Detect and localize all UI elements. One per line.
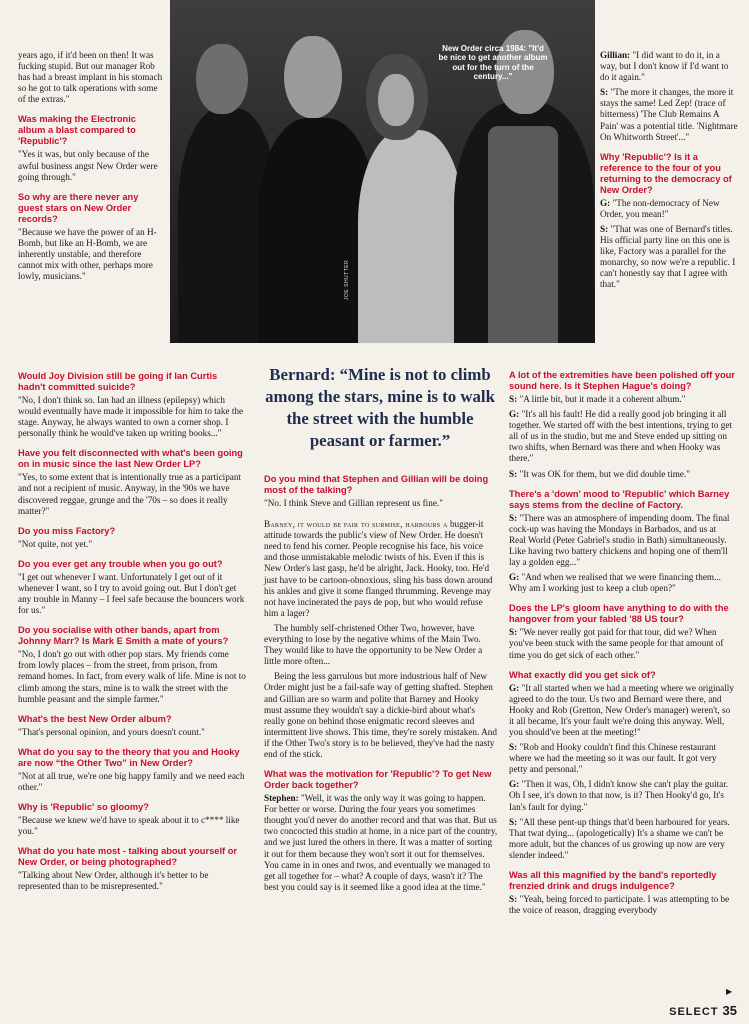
magazine-name: SELECT — [669, 1006, 719, 1018]
column-1-top — [18, 50, 163, 286]
interview-question: What do you say to the theory that you and Hooky are now “the Other Two” in New Order? — [18, 746, 240, 768]
interview-question: Does the LP's gloom have anything to do with the hangover from your fabled '88 US tour? — [509, 603, 729, 625]
interview-answer: "Yes it was, but only because of the awful business angst New Order were going through." — [18, 149, 158, 182]
continue-arrow-icon: ▶ — [726, 987, 733, 996]
interview-answer — [509, 742, 735, 775]
interview-answer: "No, I don't think so. Ian had an illness (epilepsy) which would eventually have made it impossible for him to take the stage. Anyway, he always wanted to own a corner shop. I personally think he would've taken up writing books..." — [18, 395, 244, 439]
interview-answer — [600, 50, 738, 83]
interview-answer — [264, 793, 498, 893]
page-footer — [669, 1003, 737, 1018]
interview-question: What do you hate most - talking about yourself or New Order, or being photographed? — [18, 846, 238, 868]
interview-answer: "No, I don't go out with other pop stars. My friends come from lowly places – from the street, from prison, from remand homes. In fact, from every walk of life. Mine is not to climb among the stars, mine is to walk the street with the humble peasant and the simple farmer." — [18, 649, 246, 704]
speaker-label: G: — [509, 779, 520, 790]
interview-answer — [509, 394, 735, 405]
interview-answer: "No. I think Steve and Gillian represent us fine." — [264, 498, 443, 508]
interview-question: A lot of the extremities have been polished off your sound here. Is it Stephen Hague's doing? — [509, 370, 735, 391]
band-photo — [170, 0, 595, 343]
paragraph-text: bugger-it attitude towards the public's view of New Order. He doesn't need to fend his corner. People recognise his face, his voice and those unmistakable melodic twists of his. Even if this is New Order's last gasp, he'd be alright, Jack. Hooky, too. He'd just have to be cartoon-obnoxious, sling his bass down around his ankles and give it some flanged thrumming. Revenge may not have incinerated the pays de pop, but who would refuse him a lager? — [264, 519, 493, 618]
interview-question: Why 'Republic'? Is it a reference to the four of you returning to the democracy of New Order? — [600, 151, 732, 195]
column-2 — [264, 465, 498, 897]
speaker-label: G: — [509, 409, 520, 420]
answer-text: "And when we realised that we were financing them... Why am I working just to keep a club open?" — [509, 572, 721, 594]
interview-answer: years ago, if it'd been on then! It was fucking stupid. But our manager Rob has had a breast implant in his stomach so he got to talk operations with some of the extras." — [18, 50, 163, 105]
interview-question: Would Joy Division still be going if Ian Curtis hadn't committed suicide? — [18, 371, 218, 392]
body-paragraph — [264, 519, 498, 619]
photo-caption: New Order circa 1984: "It'd be nice to get another album out for the turn of the century..." — [438, 44, 548, 82]
column-3 — [509, 361, 735, 920]
page-number: 35 — [722, 1003, 737, 1018]
interview-question: Was all this magnified by the band's reportedly frenzied drink and drugs indulgence? — [509, 870, 717, 891]
interview-answer: "Not at all true, we're one big happy family and we need each other." — [18, 770, 245, 792]
interview-answer: "Yes, to some extent that is intentionally true as a participant and not a recipient of music. Anyway, in the '90s we have discovered reggae, grunge and the '70s – so does it really matter?" — [18, 472, 242, 516]
speaker-label: G: — [600, 197, 611, 208]
interview-question: Have you felt disconnected with what's been going on in music since the last New Order LP? — [18, 448, 243, 470]
body-paragraph: The humbly self-christened Other Two, however, have everything to lose by the negative whims of the Main Two. They would like to have the opportunity to be New Order a little more often... — [264, 622, 483, 667]
interview-question: So why are there never any guest stars on New Order records? — [18, 191, 139, 224]
interview-answer — [509, 683, 735, 738]
body-paragraph: Being the less garrulous but more industrious half of New Order might just be a fail-safe way of getting shafted. Stephen and Gillian are so warm and polite that Barney and Hooky must assume they wouldn't say a dickie-bird about what's really gone on behind those enigmatic record sleeves and intermittent live shows. This time, they're sorely mistaken. And if the Other Two's story is to be believed, they've had the nasty end of the stick. — [264, 671, 497, 759]
answer-text: "A little bit, but it made it a coherent album." — [517, 394, 686, 404]
column-3-top — [600, 50, 738, 295]
speaker-label: S: — [509, 512, 518, 523]
answer-text: "It all started when we had a meeting where we originally agreed to do the tour. Us two and Bernard were there, and Hooky and Rob (Gretton, New Order's manager) weren't, so it all became, It's your fault we're doing this anyway. Well, you should've been at the meeting!" — [509, 682, 734, 737]
speaker-label: S: — [600, 223, 609, 234]
speaker-label: G: — [509, 572, 520, 583]
speaker-label: Stephen: — [264, 793, 299, 804]
interview-question: Do you mind that Stephen and Gillian will be doing most of the talking? — [264, 474, 489, 495]
answer-text: "It was OK for them, but we did double time." — [517, 468, 691, 479]
interview-answer: "That's personal opinion, and yours doesn't count." — [18, 726, 205, 737]
interview-answer — [509, 627, 735, 660]
interview-answer — [509, 572, 735, 594]
answer-text: "Yeah, being forced to participate. I was attempting to be the voice of reason, dragging everybody — [509, 894, 730, 916]
interview-question: Do you ever get any trouble when you go out? — [18, 558, 223, 569]
interview-answer — [509, 894, 735, 916]
column-1 — [18, 362, 247, 896]
interview-answer — [600, 87, 738, 142]
interview-question: There's a 'down' mood to 'Republic' which Barney says stems from the decline of Factory. — [509, 488, 730, 510]
answer-text: "The non-democracy of New Order, you mean!" — [600, 197, 720, 219]
interview-answer — [600, 224, 738, 291]
interview-answer: "I get out whenever I want. Unfortunately I get out of it whenever I want, so I try to avoid going out. But I don't get any trouble in Manny – I feel safe because the bouncers work for us." — [18, 571, 245, 616]
answer-text: "Then it was, Oh, I didn't know she can't play the guitar. Oh I see, it's down to that now, is it? Then Hooky'd go, It's Ian's fault for dying." — [509, 779, 729, 812]
speaker-label: S: — [509, 742, 518, 753]
interview-answer — [509, 817, 735, 861]
answer-text: "All these pent-up things that'd been harboured for years. That twat dying... (apologetically) It's a shame we can't be more adult, but the chances of us growing up now are very slender indeed." — [509, 816, 730, 860]
speaker-label: S: — [509, 627, 518, 638]
interview-answer: "Because we have the power of an H-Bomb, but like an H-Bomb, we are inherently unstable, and therefore cannot mix with other, perhaps more lowly, musicians." — [18, 226, 157, 282]
interview-answer — [509, 513, 735, 568]
speaker-label: S: — [509, 468, 518, 479]
speaker-label: S: — [600, 87, 609, 98]
interview-question: What's the best New Order album? — [18, 713, 172, 724]
speaker-label: S: — [509, 394, 518, 404]
interview-answer: "Because we knew we'd have to speak about it to c**** like you." — [18, 814, 240, 837]
interview-answer — [600, 198, 738, 220]
speaker-label: S: — [509, 816, 518, 827]
interview-answer — [509, 409, 735, 464]
paragraph-lead: Barney, it would be fair to surmise, harbours a — [264, 519, 448, 530]
interview-question: Do you socialise with other bands, apart from Johnny Marr? Is Mark E Smith a mate of yours? — [18, 625, 229, 647]
interview-question: Do you miss Factory? — [18, 525, 116, 536]
interview-question: What exactly did you get sick of? — [509, 669, 656, 680]
pull-quote: Bernard: “Mine is not to climb among the stars, mine is to walk the street with the humble peasant or farmer.” — [265, 365, 495, 450]
speaker-label: S: — [509, 894, 518, 904]
speaker-label: G: — [509, 682, 520, 693]
interview-answer: "Not quite, not yet." — [18, 538, 93, 549]
speaker-label: Gillian: — [600, 50, 631, 60]
answer-text: "There was an atmosphere of impending doom. The final cock-up was having the Mondays in Barbados, and us at Real World (Peter Gabriel's studio in Bath) simultaneously. Like having two battery chickens and hoping one of them'll lay a golden egg..." — [509, 512, 730, 568]
interview-answer — [509, 469, 735, 480]
interview-question: Was making the Electronic album a blast compared to 'Republic'? — [18, 114, 136, 147]
answer-text: "We never really got paid for that tour, did we? When you've been stuck with the same people for that amount of time you do get sick of each other." — [509, 627, 724, 660]
answer-text: "Rob and Hooky couldn't find this Chinese restaurant where we had the meeting so it was our fault. It got very petty and personal." — [509, 742, 717, 775]
answer-text: "The more it changes, the more it stays the same! Led Zep! (trace of bitterness) 'The Club Remains A Pain' was a potential title. 'Nightmare On Whitworth Street'..." — [600, 87, 738, 142]
interview-answer — [509, 779, 735, 812]
interview-answer: "Talking about New Order, although it's better to be represented than to be misrepresented." — [18, 870, 209, 892]
interview-question: What was the motivation for 'Republic'? To get New Order back together? — [264, 769, 492, 791]
answer-text: "Well, it was the only way it was going to happen. For better or worse. During the four years you sometimes thought you'd never do another record and that was that. But us two concocted this studio at home, in a nice part of the country, and we just lured the others in there. It was a matter of sorting it out for them because they won't sort it out for themselves. You came in in ones and twos, and eventually we managed to get all together for – what? A couple of days, wasn't it? The best you could say is it seemed like a good idea at the time." — [264, 793, 498, 892]
answer-text: "It's all his fault! He did a really good job bringing it all together. We started off with the best intentions, trying to get all of us in the studio, but me and Steve ended up sitting on two shifts, when Bernard was there and when Hooky was there." — [509, 409, 732, 464]
interview-question: Why is 'Republic' so gloomy? — [18, 801, 149, 812]
answer-text: "That was one of Bernard's titles. His official party line on this one is like, Factory was a parallel for the monarchy, so now we're a republic. I can't honestly say that I agree with that." — [600, 223, 736, 290]
photo-credit: JOE SHUTTER — [344, 259, 350, 300]
answer-text: "I did want to do it, in a way, but I don't know if I'd want to do it again." — [600, 50, 729, 83]
